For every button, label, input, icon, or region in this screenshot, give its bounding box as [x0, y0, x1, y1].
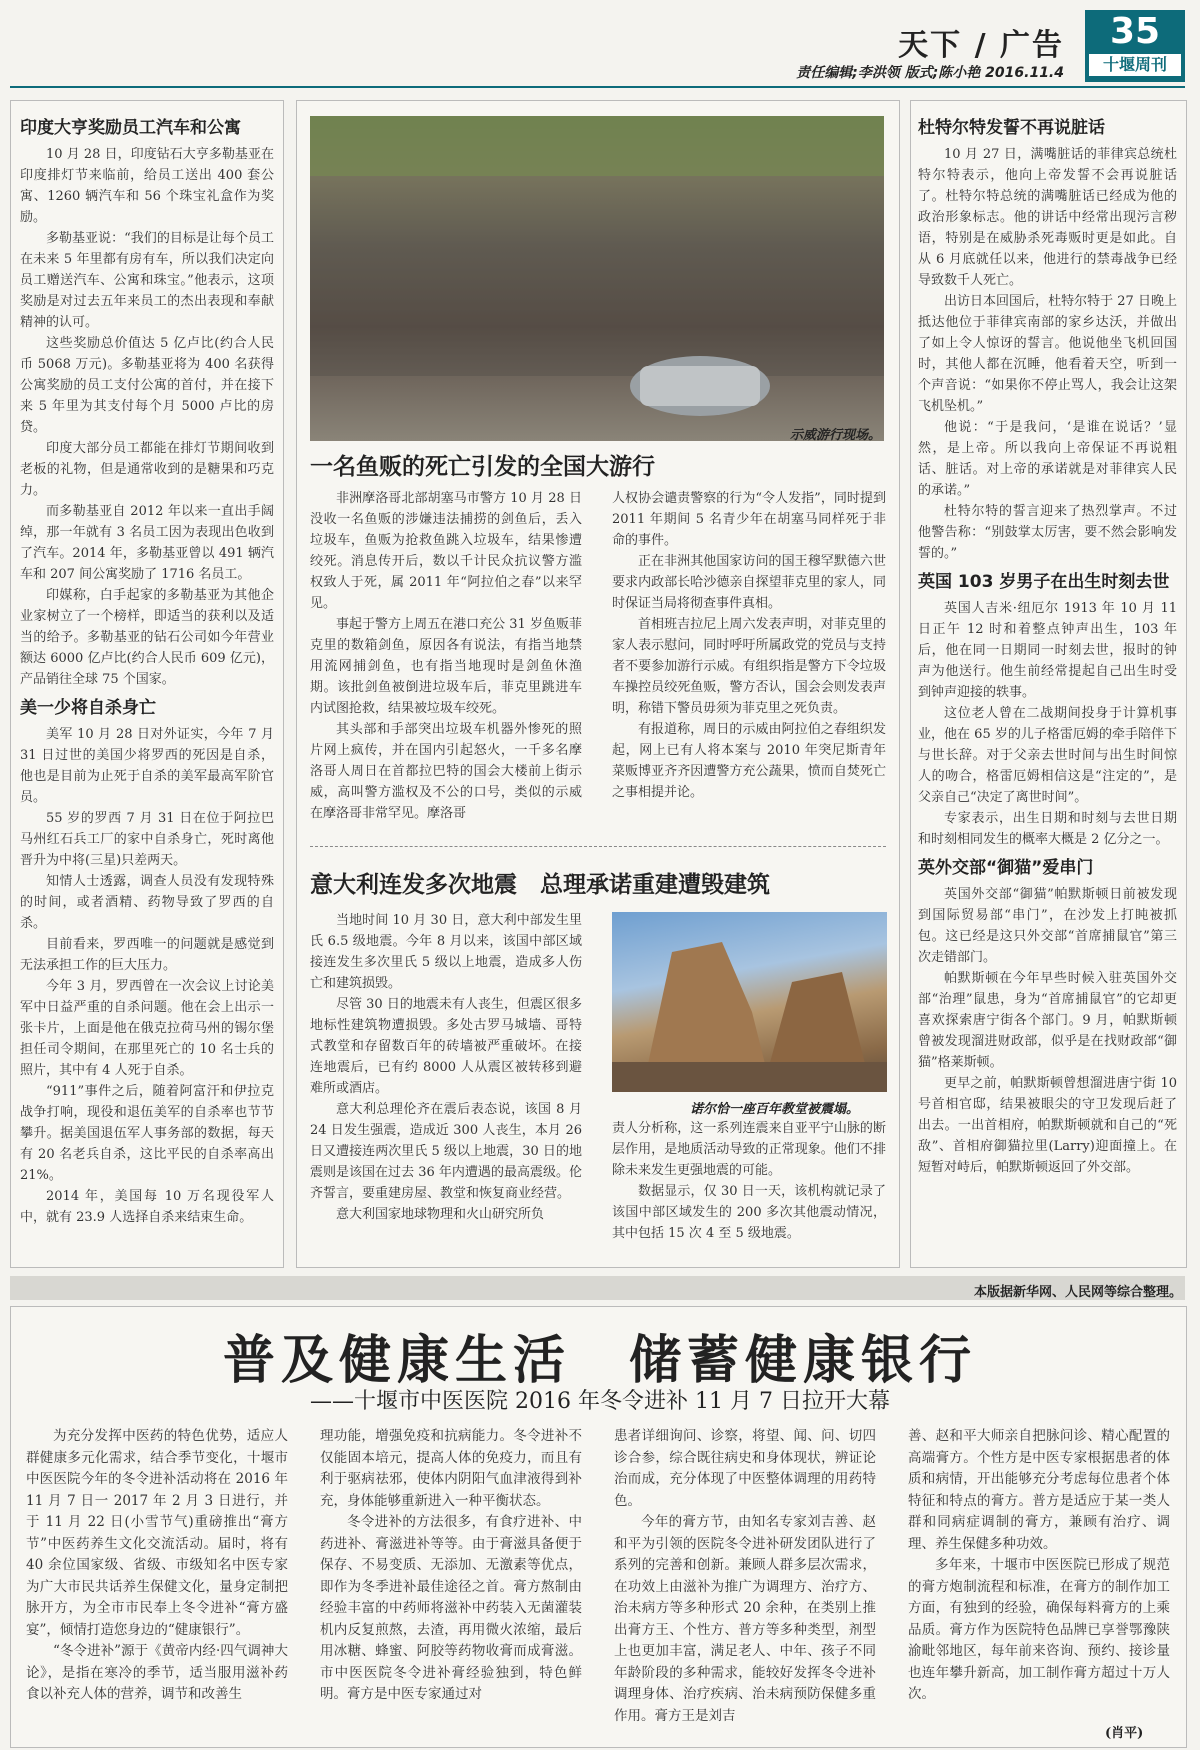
- paragraph: 事起于警方上周五在港口充公 31 岁鱼贩菲克里的数箱剑鱼，原因各有说法，有指当地禁用流网捕剑鱼，也有指当地现时是剑鱼休渔期。该批剑鱼被倒进垃圾车后，菲克里跳进车内试图抢救，结果被垃圾车绞死。: [310, 617, 582, 716]
- paragraph: 首相班吉拉尼上周六发表声明，对菲克里的家人表示慰问，同时呼吁所属政党的党员与支持者不要参加游行示威。有组织指是警方下令垃圾车操控员绞死鱼贩，警方否认，国会会则发表声明，称错下警员毋须为菲克里之死负责。: [612, 617, 886, 716]
- paragraph: 多年来，十堰市中医医院已形成了规范的膏方炮制流程和标准，在膏方的制作加工方面，有独到的经验，确保每料膏方的上乘品质。膏方作为医院特色品牌已享誉鄂豫陕渝毗邻地区，每年前来咨询、预约、接诊量也连年攀升新高，加工制作膏方超过十万人次。: [908, 1557, 1170, 1702]
- paragraph: 意大利总理伦齐在震后表态说，该国 8 月 24 日发生强震，造成近 300 人丧生，本月 26 日又遭接连两次里氏 5 级以上地震，30 日的地震则是该国在过去 36 年内遭遇的最高震级。伦齐誓言，要重建房屋、教堂和恢复商业经营。: [310, 1102, 582, 1201]
- editor-info: 责任编辑;李洪领 版式;陈小艳 2016.11.4: [796, 65, 1064, 81]
- crowd-image: [310, 116, 884, 441]
- paragraph: 当地时间 10 月 30 日，意大利中部发生里氏 6.5 级地震。今年 8 月以来，该国中部区域接连发生多次里氏 5 级以上地震，造成多人伤亡和建筑损毁。: [310, 913, 582, 991]
- paragraph: 今年 3 月，罗西曾在一次会议上讨论美军中日益严重的自杀问题。他在会上出示一张卡片，上面是他在俄克拉荷马州的锡尔堡担任司令期间，在那里死亡的 10 名士兵的照片，其中有 4 人死于自杀。: [20, 979, 274, 1078]
- paragraph: 人权协会谴责警察的行为“令人发指”，同时提到 2011 年期间 5 名青少年在胡塞马同样死于非命的事件。: [612, 491, 886, 548]
- ad-column: [614, 1426, 876, 1742]
- ad-signature: (肖平): [1105, 1726, 1144, 1741]
- ad-column: [320, 1426, 582, 1742]
- article-title: 意大利连发多次地震 总理承诺重建遭毁建筑: [310, 872, 770, 898]
- ad-column: [908, 1426, 1170, 1726]
- paragraph: 善、赵和平大师亲自把脉问诊、精心配置的高端膏方。个性方是中医专家根据患者的体质和病情，开出能够充分考虑每位患者个体特征和特点的膏方。普方是适应于某一类人群和同病症调制的膏方，兼顾有治疗、调理、养生保健多种功效。: [908, 1428, 1170, 1552]
- article-title: 印度大亨奖励员工汽车和公寓: [20, 118, 241, 138]
- church-ruins-image: [612, 912, 887, 1092]
- paragraph: 而多勒基亚自 2012 年以来一直出手阔绰，那一年就有 3 名员工因为表现出色收到了汽车。2014 年，多勒基亚曾以 491 辆汽车和 207 间公寓奖励了 1716 名员工。: [20, 504, 274, 582]
- paragraph: 这位老人曾在二战期间投身于计算机事业，他在 65 岁的儿子格雷厄姆的牵手陪伴下与世长辞。对于父亲去世时间与出生时间惊人的吻合，格雷厄姆相信这是“注定的”，是父亲自己“决定了离世时间”。: [918, 706, 1177, 805]
- left-column: [20, 110, 274, 1260]
- article-title: 英国 103 岁男子在出生时刻去世: [918, 572, 1170, 592]
- paragraph: 出访日本回国后，杜特尔特于 27 日晚上抵达他位于菲律宾南部的家乡达沃，并做出了如上令人惊讶的誓言。他说他坐飞机回国时，其他人都在沉睡，他看着天空，听到一个声音说：“如果你不停止骂人，我会让这架飞机坠机。”: [918, 294, 1177, 414]
- page-number-box: [1085, 10, 1185, 82]
- paragraph: 正在非洲其他国家访问的国王穆罕默德六世要求内政部长哈沙德亲自探望菲克里的家人，同时保证当局将彻查事件真相。: [612, 554, 886, 611]
- paragraph: 有报道称，周日的示威由阿拉伯之春组织发起，网上已有人将本案与 2010 年突尼斯青年菜贩博亚齐齐因遭警方充公蔬果，愤而自焚死亡之事相提并论。: [612, 722, 886, 800]
- paragraph: 目前看来，罗西唯一的问题就是感觉到无法承担工作的巨大压力。: [20, 937, 274, 973]
- paragraph: “冬令进补”源于《黄帝内经·四气调神大论》，是指在寒冷的季节，适当服用滋补药食以补充人体的营养，调节和改善生: [26, 1643, 288, 1702]
- paragraph: 10 月 27 日，满嘴脏话的菲律宾总统杜特尔特表示，他向上帝发誓不会再说脏话了。杜特尔特总统的满嘴脏话已经成为他的政治形象标志。他的讲话中经常出现污言秽语，特别是在威胁杀死毒贩时更是如此。自从 6 月底就任以来，他进行的禁毒战争已经导致数千人死亡。: [918, 147, 1177, 288]
- article-column: [310, 910, 582, 1256]
- photo-caption: 示威游行现场。: [790, 428, 882, 443]
- header-rule: [10, 86, 1185, 88]
- page-number: 35: [1109, 11, 1161, 52]
- publication-name: 十堰周刊: [1089, 54, 1181, 76]
- paragraph: 意大利国家地球物理和火山研究所负: [336, 1207, 545, 1222]
- paragraph: 其头部和手部突出垃圾车机器外惨死的照片网上疯传，并在国内引起怒火，一千多名摩洛哥人周日在首都拉巴特的国会大楼前上街示威，高叫警方滥权及不公的口号，类似的示威在摩洛哥非常罕见。摩洛哥: [310, 722, 582, 821]
- article-column: [612, 488, 886, 822]
- paragraph: 非洲摩洛哥北部胡塞马市警方 10 月 28 日没收一名鱼贩的涉嫌违法捕捞的剑鱼后，丢入垃圾车，鱼贩为抢救鱼跳入垃圾车，结果惨遭绞死。消息传开后，数以千计民众抗议警方滥权致人于死，属 2011 年“阿拉伯之春”以来罕见。: [310, 491, 582, 611]
- paragraph: 责人分析称，这一系列连震来自亚平宁山脉的断层作用，是地质活动导致的正常现象。他们不排除未来发生更强地震的可能。: [612, 1121, 886, 1178]
- paragraph: 多勒基亚说：“我们的目标是让每个员工在未来 5 年里都有房有车，所以我们决定向员工赠送汽车、公寓和珠宝。”他表示，这项奖励是对过去五年来员工的杰出表现和奉献精神的认可。: [20, 231, 274, 330]
- article-title: 美一少将自杀身亡: [20, 698, 156, 718]
- article-title: 一名鱼贩的死亡引发的全国大游行: [310, 454, 655, 480]
- ad-column: [26, 1426, 288, 1742]
- paragraph: 理功能，增强免疫和抗病能力。冬令进补不仅能固本培元，提高人体的免疫力，而且有利于驱病祛邪，使体内阴阳气血津液得到补充，身体能够重新进入一种平衡状态。: [320, 1428, 582, 1509]
- protest-photo: [310, 116, 884, 441]
- collapsed-church-photo: [612, 912, 887, 1092]
- right-column: [918, 110, 1177, 1260]
- paragraph: 今年的膏方节，由知名专家刘吉善、赵和平为引领的医院冬令进补研发团队进行了系列的完善和创新。兼顾人群多层次需求，在功效上由滋补为推广为调理方、治疗方、治未病方等多种形式 20 余种，在类别上推出膏方王、个性方、普方等多种类型，剂型上也更加丰富，满足老人、中年、孩子不同年龄阶段的多种需求，能较好发挥冬令进补调理身体、治疗疾病、治未病预防保健多重作用。膏方王是刘吉: [614, 1514, 876, 1724]
- paragraph: 冬令进补的方法很多，有食疗进补、中药进补、膏滋进补等等。由于膏滋具备便于保存、不易变质、无添加、无激素等优点，即作为冬季进补最佳途径之首。膏方熬制由经验丰富的中药师将滋补中药装入无菌灌装机内反复煎熬，去渣，再用微火浓缩，最后用冰糖、蜂蜜、阿胶等药物收膏而成膏滋。市中医医院冬令进补膏经验独到，特色鲜明。膏方是中医专家通过对: [320, 1514, 582, 1702]
- paragraph: 更早之前，帕默斯顿曾想溜进唐宁街 10 号首相官邸，结果被眼尖的守卫发现后赶了出去。一出首相府，帕默斯顿就和自己的“死敌”、首相府御猫拉里(Larry)迎面撞上。在短暂对峙后，帕默斯顿返回了外交部。: [918, 1076, 1177, 1175]
- article-column: [310, 488, 582, 822]
- paragraph: 英国人吉米·纽厄尔 1913 年 10 月 11 日正午 12 时和着整点钟声出生，103 年后，他在同一日期同一时刻去世，报时的钟声为他送行。他生前经常提起自己出生时受到钟声迎接的轶事。: [918, 601, 1177, 700]
- paragraph: 尽管 30 日的地震未有人丧生，但震区很多地标性建筑物遭损毁。多处古罗马城墙、哥特式教堂和存留数百年的砖墙被严重破坏。在接连地震后，已有约 8000 人从震区被转移到避难所或酒店。: [310, 997, 582, 1096]
- paragraph: 这些奖励总价值达 5 亿卢比(约合人民币 5068 万元)。多勒基亚将为 400 名获得公寓奖励的员工支付公寓的首付，并在接下来 5 年里为其支付每个月 5000 卢比的房贷。: [20, 336, 274, 435]
- article-title: 英外交部“御猫”爱串门: [918, 858, 1094, 878]
- ad-title: 普及健康生活 储蓄健康银行: [222, 1330, 977, 1391]
- paragraph: 知情人士透露，调查人员没有发现特殊的时间，或者酒精、药物导致了罗西的自杀。: [20, 874, 274, 931]
- article-column: [612, 1118, 886, 1258]
- paragraph: 帕默斯顿在今年早些时候入驻英国外交部“治理”鼠患，身为“首席捕鼠官”的它却更喜欢探索唐宁街各个部门。9 月，帕默斯顿曾被发现溜进财政部，似乎是在找财政部“御猫”格莱斯顿。: [918, 971, 1177, 1070]
- paragraph: 印度大部分员工都能在排灯节期间收到老板的礼物，但是通常收到的是糖果和巧克力。: [20, 441, 274, 498]
- paragraph: 专家表示，出生日期和时刻与去世日期和时刻相同发生的概率大概是 2 亿分之一。: [918, 811, 1177, 847]
- source-note: 本版据新华网、人民网等综合整理。: [973, 1285, 1182, 1300]
- paragraph: 2014 年，美国每 10 万名现役军人中，就有 23.9 人选择自杀来结束生命。: [20, 1189, 274, 1225]
- paragraph: 英国外交部“御猫”帕默斯顿日前被发现到国际贸易部“串门”，在沙发上打盹被抓包。这已经是这只外交部“首席捕鼠官”第三次走错部门。: [918, 887, 1177, 965]
- paragraph: 杜特尔特的誓言迎来了热烈掌声。不过他警告称：“别鼓掌太厉害，要不然会影响发誓的。”: [918, 504, 1177, 561]
- article-title: 杜特尔特发誓不再说脏话: [918, 118, 1105, 138]
- paragraph: 他说：“于是我问，‘是谁在说话？’显然，是上帝。所以我向上帝保证不再说粗话、脏话。对上帝的承诺就是对菲律宾人民的承诺。”: [918, 420, 1177, 498]
- paragraph: 55 岁的罗西 7 月 31 日在位于阿拉巴马州红石兵工厂的家中自杀身亡，死时离他晋升为中将(三星)只差两天。: [20, 811, 274, 868]
- paragraph: 印媒称，白手起家的多勒基亚为其他企业家树立了一个榜样，即适当的获利以及适当的给予。多勒基亚的钻石公司如今年营业额达 6000 亿卢比(约合人民币 609 亿元)，产品销往全球 75 个国家。: [20, 588, 274, 687]
- paragraph: 为充分发挥中医药的特色优势，适应人群健康多元化需求，结合季节变化，十堰市中医医院今年的冬令进补活动将在 2016 年 11 月 7 日一 2017 年 2 月 3 日进行，并于 11 月 22 日(小雪节气)重磅推出“膏方节”中医药养生文化交流活动。届时，将有 40 余位国家级、省级、市级知名中医专家为广大市民共话养生保健文化，量身定制把脉开方，为全市市民奉上冬令进补“膏方盛宴”，倾情打造您身边的“健康银行”。: [26, 1428, 288, 1638]
- paragraph: 数据显示，仅 30 日一天，该机构就记录了该国中部区域发生的 200 多次其他震动情况，其中包括 15 次 4 至 5 级地震。: [612, 1184, 886, 1241]
- photo-caption: 诺尔恰一座百年教堂被震塌。: [690, 1102, 860, 1117]
- paragraph: 10 月 28 日，印度钻石大亨多勒基亚在印度排灯节来临前，给员工送出 400 套公寓、1260 辆汽车和 56 个珠宝礼盒作为奖励。: [20, 147, 274, 225]
- paragraph: 美军 10 月 28 日对外证实，今年 7 月 31 日过世的美国少将罗西的死因是自杀，他也是目前为止死于自杀的美军最高军阶官员。: [20, 727, 274, 805]
- paragraph: “911”事件之后，随着阿富汗和伊拉克战争打响，现役和退伍美军的自杀率也节节攀升。据美国退伍军人事务部的数据，每天有 20 名老兵自杀，这比平民的自杀率高出 21%。: [20, 1084, 274, 1183]
- paragraph: 患者详细询问、诊察，将望、闻、问、切四诊合参，综合既往病史和身体现状，辨证论治而成，充分体现了中医整体调理的用药特色。: [614, 1428, 876, 1509]
- ad-subtitle: ——十堰市中医医院 2016 年冬令进补 11 月 7 日拉开大幕: [310, 1389, 890, 1414]
- section-title: 天下 / 广告: [898, 28, 1064, 63]
- divider: [310, 846, 886, 847]
